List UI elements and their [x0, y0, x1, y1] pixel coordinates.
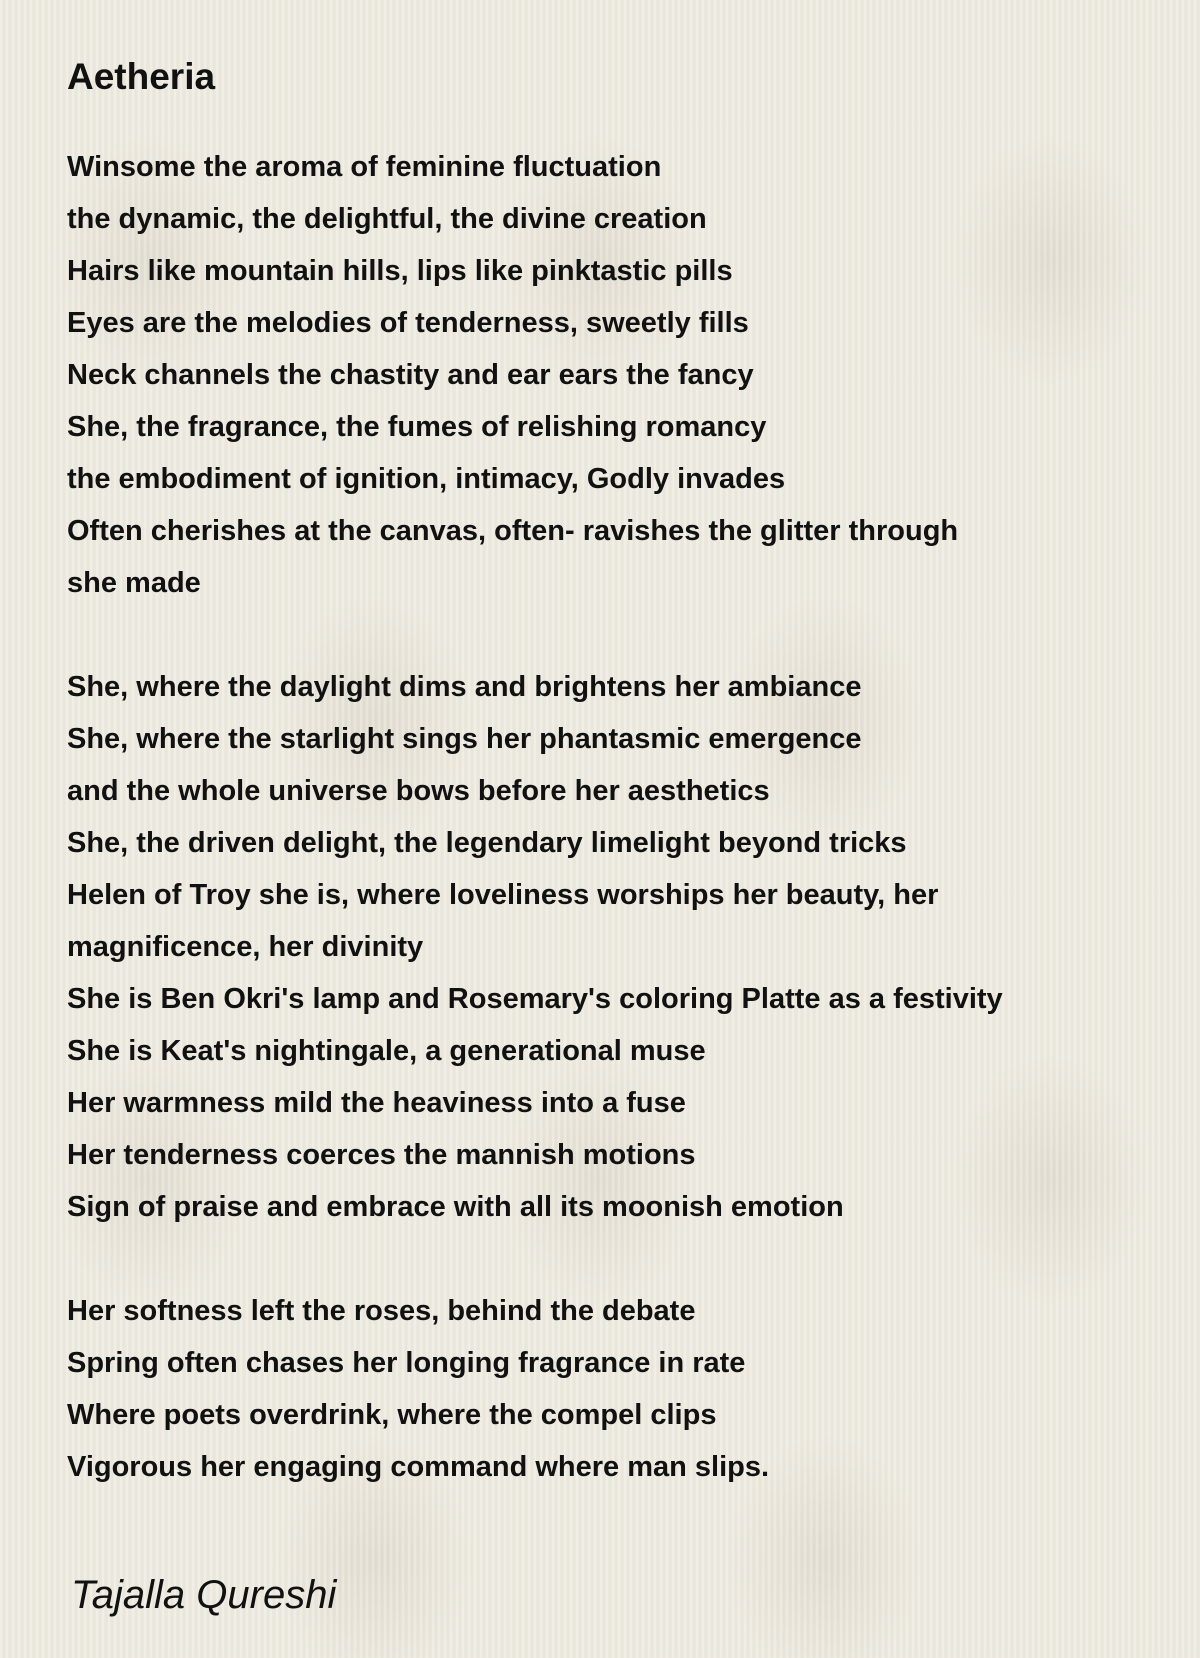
poem-line: magnificence, her divinity	[67, 931, 424, 963]
poem-title: Aetheria	[67, 56, 216, 97]
poem-line: She is Keat's nightingale, a generational muse	[67, 1035, 706, 1067]
poem-line: she made	[67, 567, 201, 599]
poem-line: the embodiment of ignition, intimacy, Godly invades	[67, 463, 786, 495]
poem-line: She, where the starlight sings her phantasmic emergence	[67, 723, 862, 755]
poem-line: Helen of Troy she is, where loveliness worships her beauty, her	[67, 879, 939, 911]
poem-line: Neck channels the chastity and ear ears the fancy	[67, 359, 754, 391]
poem-line: She is Ben Okri's lamp and Rosemary's coloring Platte as a festivity	[67, 983, 1003, 1015]
poem-card	[67, 50, 1167, 1623]
stanza-2	[67, 661, 1167, 1233]
poem-line: Winsome the aroma of feminine fluctuation	[67, 151, 662, 183]
poem-line: Spring often chases her longing fragrance in rate	[67, 1347, 746, 1379]
poem-line: Sign of praise and embrace with all its moonish emotion	[67, 1191, 844, 1223]
poem-line: She, where the daylight dims and brightens her ambiance	[67, 671, 862, 703]
poem-line: She, the driven delight, the legendary limelight beyond tricks	[67, 827, 907, 859]
poem-line: Her tenderness coerces the mannish motions	[67, 1139, 696, 1171]
poem-line: Vigorous her engaging command where man slips.	[67, 1451, 770, 1483]
poem-body	[67, 141, 1167, 1493]
poem-line: Her warmness mild the heaviness into a fuse	[67, 1087, 686, 1119]
poem-line: Eyes are the melodies of tenderness, sweetly fills	[67, 307, 749, 339]
poem-line: Hairs like mountain hills, lips like pinktastic pills	[67, 255, 733, 287]
poem-line: Often cherishes at the canvas, often- ravishes the glitter through	[67, 515, 959, 547]
poem-line: She, the fragrance, the fumes of relishing romancy	[67, 411, 767, 443]
stanza-3	[67, 1285, 1167, 1493]
poem-line: Her softness left the roses, behind the debate	[67, 1295, 696, 1327]
poem-author: Tajalla Qureshi	[71, 1573, 337, 1617]
poem-line: and the whole universe bows before her aesthetics	[67, 775, 770, 807]
poem-line: Where poets overdrink, where the compel clips	[67, 1399, 717, 1431]
stanza-1	[67, 141, 1167, 609]
poem-line: the dynamic, the delightful, the divine creation	[67, 203, 707, 235]
